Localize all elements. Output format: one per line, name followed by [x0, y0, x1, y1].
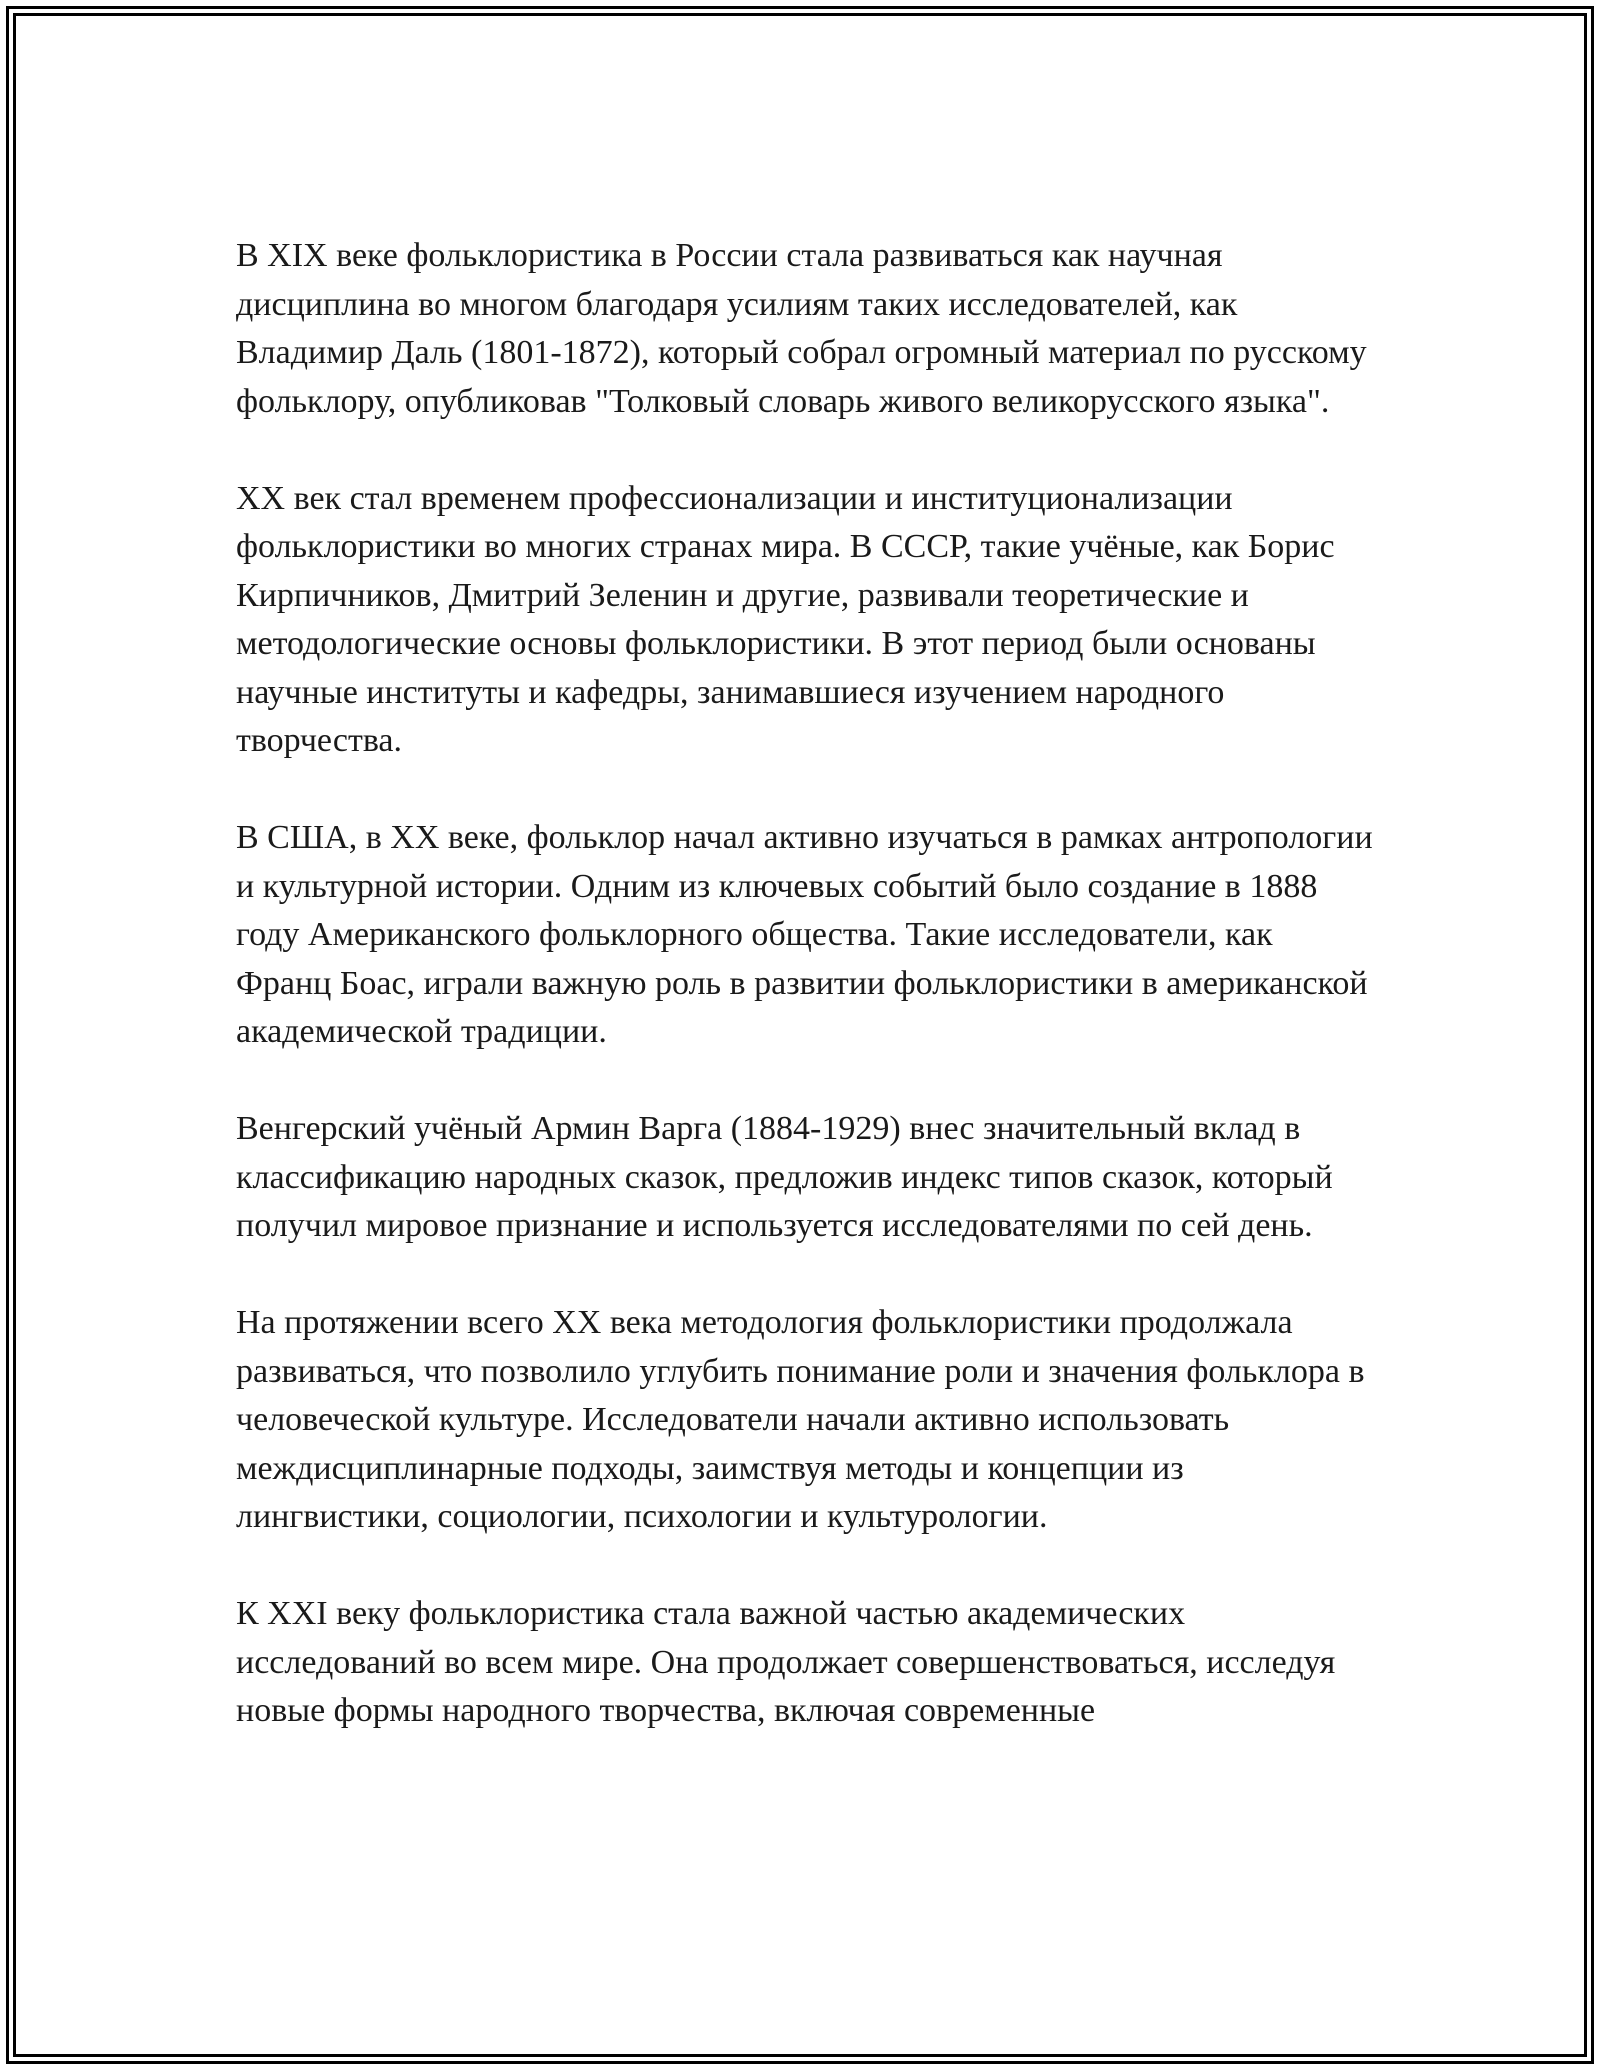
paragraph-21st-century: К XXI веку фольклористика стала важной частью академических исследований во всем мире. Она продолжает совершенствоваться, исследуя новые формы народного творчества, включая современные	[236, 1595, 1336, 1729]
paragraph-dal: В XIX веке фольклористика в России стала развиваться как научная дисциплина во многом благодаря усилиям таких исследователей, как Владимир Даль (1801-1872), который собрал огромный материал по русскому фольклору, опубликовав "Толковый словарь живого великорусского языка".	[236, 237, 1367, 420]
document-body	[236, 232, 1376, 1784]
paragraph-usa: В США, в XX веке, фольклор начал активно изучаться в рамках антропологии и культурной истории. Одним из ключевых событий было создание в 1888 году Американского фольклорного общества. Такие исследователи, как Франц Боас, играли важную роль в развитии фольклористики в американской академической традиции.	[236, 819, 1373, 1050]
paragraph-varga: Венгерский учёный Армин Варга (1884-1929) внес значительный вклад в классификацию народных сказок, предложив индекс типов сказок, который получил мировое признание и используется исследователями по сей день.	[236, 1110, 1333, 1244]
paragraph-20th-century: XX век стал временем профессионализации и институционализации фольклористики во многих странах мира. В СССР, такие учёные, как Борис Кирпичников, Дмитрий Зеленин и другие, развивали теоретические и методологические основы фольклористики. В этот период были основаны научные институты и кафедры, занимавшиеся изучением народного творчества.	[236, 479, 1335, 759]
paragraph-methodology: На протяжении всего XX века методология фольклористики продолжала развиваться, что позволило углубить понимание роли и значения фольклора в человеческой культуре. Исследователи начали активно использовать междисциплинарные подходы, заимствуя методы и концепции из лингвистики, социологии, психологии и культурологии.	[236, 1304, 1365, 1535]
